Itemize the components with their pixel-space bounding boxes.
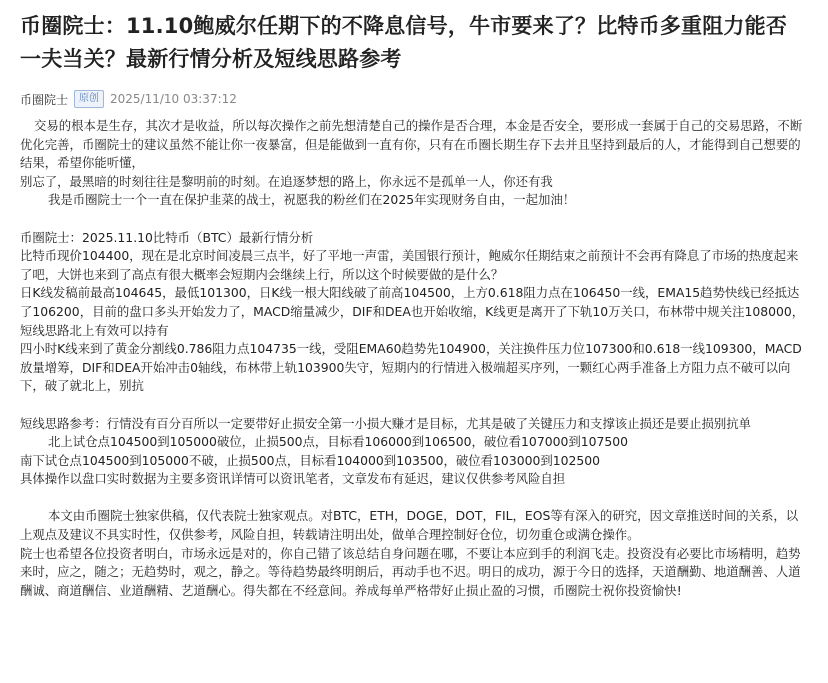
short-strategy: 南下试仓点104500到105000不破，止损500点，目标看104000到103500，破位看103000到102500 — [20, 452, 601, 468]
intro-paragraph: 交易的根本是生存，其次才是收益，所以每次操作之前先想清楚自己的操作是否合理，本金是否安全，要形成一套属于自己的交易思路，不断优化完善，币圈院士的建议虽然不能让你一夜暴富，但是能做到一直有你，只有在币圈长期生存下去并且坚持到最后的人，才能得到自己想要的结果，希望你能听懂， — [20, 118, 803, 171]
operation-note: 具体操作以盘口实时数据为主要多资讯详情可以资讯笔者，文章发布有延迟，建议仅供参考风险自担 — [20, 471, 566, 487]
original-badge: 原创 — [74, 90, 104, 108]
author-name[interactable]: 币圈院士 — [20, 92, 69, 107]
price-paragraph: 比特币现价104400，现在是北京时间凌晨三点半，好了平地一声雷，美国银行预计，鲍威尔任期结束之前预计不会再有降息了市场的热度起来了吧，大饼也来到了高点有很大概率会短期内会继续上行，所以这个时候要做的是什么？ — [20, 248, 799, 282]
greeting-paragraph: 我是币圈院士一个一直在保护韭菜的战士，祝愿我的粉丝们在2025年实现财务自由，一起加油！ — [48, 192, 576, 208]
article-body — [20, 117, 808, 600]
daily-kline-paragraph: 日K线发稿前最高104645，最低101300，日K线一根大阳线破了前高104500，上方0.618阻力点在106450一线，EMA15趋势快线已经抵达了106200，目前的盘口多头开始发力了，MACD缩量减少，DIF和DEA也开始收缩，K线更是离开了下轨10万关口，布林带中规关注108000，短线思路北上有效可以持有 — [20, 285, 805, 338]
encouragement-paragraph: 别忘了，最黑暗的时刻往往是黎明前的时刻。在追逐梦想的路上，你永远不是孤单一人，你还有我 — [20, 173, 553, 189]
long-strategy: 北上试仓点104500到105000破位，止损500点，目标看106000到106500，破位看107000到107500 — [48, 434, 629, 450]
strategy-heading: 短线思路参考：行情没有百分百所以一定要带好止损安全第一小损大赚才是目标，尤其是破了关键压力和支撑该止损还是要止损别抗单 — [20, 415, 752, 431]
four-hour-kline-paragraph: 四小时K线来到了黄金分割线0.786阻力点104735一线，受阻EMA60趋势先104900，关注换件压力位107300和0.618一线109300，MACD放量增筹，DIF和DEA开始冲击0轴线，布林带上轨103900失守，短期内的行情进入极端超买序列，一颗红心两手准备上方阻力点不破可以向下，破了就北上，别抗 — [20, 341, 802, 394]
publish-timestamp: 2025/11/10 03:37:12 — [110, 92, 237, 106]
closing-paragraph: 院士也希望各位投资者明白，市场永远是对的，你自己错了该总结自身问题在哪，不要让本应到手的利润飞走。投资没有必要比市场精明，趋势来时，应之，随之；无趋势时，观之，静之。等待趋势最终明朗后，再动手也不迟。明日的成功，源于今日的选择，天道酬勤、地道酬善、人道酬诚、商道酬信、业道酬精、艺道酬心。得失都在不经意间。养成每单严格带好止损止盈的习惯，币圈院士祝你投资愉快! — [20, 545, 801, 598]
article-meta — [20, 89, 808, 109]
article-title: 币圈院士：11.10鲍威尔任期下的不降息信号，牛市要来了？比特币多重阻力能否一夫当关？最新行情分析及短线思路参考 — [20, 14, 788, 71]
disclaimer-paragraph: 本文由币圈院士独家供稿，仅代表院士独家观点。对BTC，ETH，DOGE，DOT，FIL，EOS等有深入的研究，因文章推送时间的关系，以上观点及建议不具实时性，仅供参考，风险自担，转载请注明出处，做单合理控制好仓位，切勿重仓或满仓操作。 — [20, 508, 799, 543]
analysis-heading: 币圈院士：2025.11.10比特币（BTC）最新行情分析 — [20, 229, 314, 245]
